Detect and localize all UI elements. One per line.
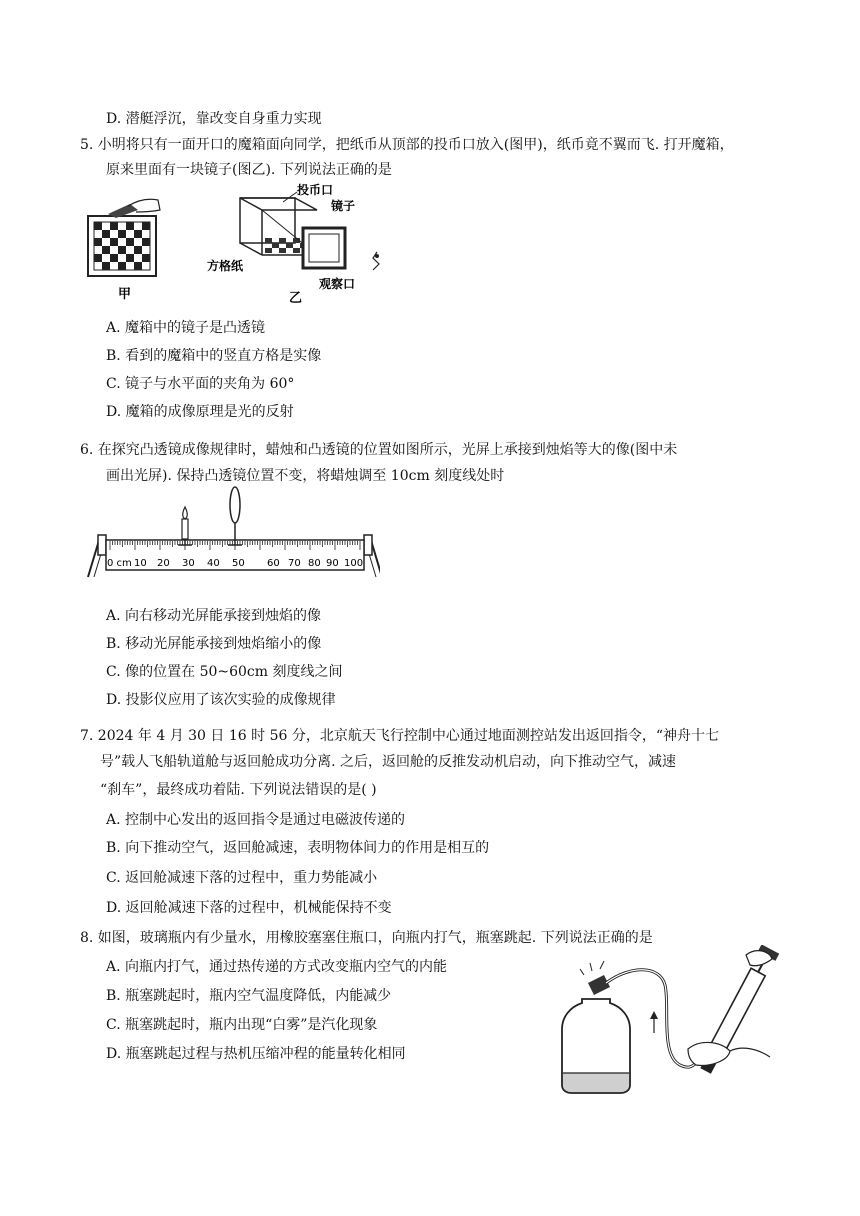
ruler-label-20: 20 [157, 558, 170, 569]
q5-option-a: A. 魔箱中的镜子是凸透镜 [106, 320, 266, 336]
optical-bench-figure [80, 485, 380, 585]
q5-option-b: B. 看到的魔箱中的竖直方格是实像 [106, 348, 322, 364]
ruler-label-60: 60 [267, 558, 280, 569]
q6-stem-line2: 画出光屏). 保持凸透镜位置不变，将蜡烛调至 10cm 刻度线处时 [106, 468, 505, 484]
q7-stem-line3: “刹车”，最终成功着陆. 下列说法错误的是( ) [100, 782, 377, 798]
label-jia: 甲 [118, 287, 132, 302]
q8-option-a: A. 向瓶内打气，通过热传递的方式改变瓶内空气的内能 [106, 959, 448, 975]
ruler-label-40: 40 [207, 558, 220, 569]
q6-option-c: C. 像的位置在 50~60cm 刻度线之间 [106, 664, 343, 680]
q6-stem-line1: 6. 在探究凸透镜成像规律时，蜡烛和凸透镜的位置如图所示，光屏上承接到烛焰等大的像(图中未 [80, 442, 678, 458]
q4-option-d: D. 潜艇浮沉，靠改变自身重力实现 [106, 111, 322, 127]
ruler-label-50: 50 [232, 558, 245, 569]
q5-stem-line1: 5. 小明将只有一面开口的魔箱面向同学，把纸币从顶部的投币口放入(图甲)，纸币竟不翼而飞. 打开魔箱， [80, 137, 734, 153]
ruler-label-30: 30 [182, 558, 195, 569]
q8-stem: 8. 如图，玻璃瓶内有少量水，用橡胶塞塞住瓶口，向瓶内打气，瓶塞跳起. 下列说法正确的是 [80, 930, 653, 946]
label-mirror: 镜子 [331, 199, 356, 213]
label-yi: 乙 [289, 291, 303, 305]
ruler-label-10: 10 [134, 558, 147, 569]
q8-option-d: D. 瓶塞跳起过程与热机压缩冲程的能量转化相同 [106, 1046, 406, 1062]
q5-option-d: D. 魔箱的成像原理是光的反射 [106, 404, 294, 420]
q5-option-c: C. 镜子与水平面的夹角为 60° [106, 376, 295, 392]
q6-option-b: B. 移动光屏能承接到烛焰缩小的像 [106, 636, 322, 652]
q7-option-b: B. 向下推动空气，返回舱减速，表明物体间力的作用是相互的 [106, 840, 490, 856]
ruler-label-70: 70 [288, 558, 301, 569]
ruler-label-80: 80 [308, 558, 321, 569]
q5-stem-line2: 原来里面有一块镜子(图乙). 下列说法正确的是 [106, 162, 392, 178]
q6-option-d: D. 投影仪应用了该次实验的成像规律 [106, 692, 336, 708]
q7-stem-line2: 号”载人飞船轨道舱与返回舱成功分离. 之后，返回舱的反推发动机启动，向下推动空气，减速 [100, 754, 677, 770]
ruler-label-0: 0 cm [107, 558, 132, 569]
bottle-pump-figure [560, 945, 780, 1095]
q7-option-c: C. 返回舱减速下落的过程中，重力势能减小 [106, 870, 378, 886]
label-grid-paper: 方格纸 [207, 259, 244, 273]
label-viewing-port: 观察口 [319, 277, 356, 291]
magic-box-figure-jia [80, 190, 190, 305]
q7-option-d: D. 返回舱减速下落的过程中，机械能保持不变 [106, 900, 392, 916]
ruler-label-100: 100 [344, 558, 364, 569]
label-coin-slot: 投币口 [297, 183, 334, 197]
q7-stem-line1: 7. 2024 年 4 月 30 日 16 时 56 分，北京航天飞行控制中心通过地面测控站发出返回指令，“神舟十七 [80, 728, 719, 744]
ruler-label-90: 90 [326, 558, 339, 569]
convex-lens [228, 487, 242, 545]
q8-option-b: B. 瓶塞跳起时，瓶内空气温度降低，内能减少 [106, 988, 392, 1004]
q8-option-c: C. 瓶塞跳起时，瓶内出现“白雾”是汽化现象 [106, 1017, 378, 1033]
q6-option-a: A. 向右移动光屏能承接到烛焰的像 [106, 608, 322, 624]
magic-box-figure-yi [205, 180, 405, 305]
q7-option-a: A. 控制中心发出的返回指令是通过电磁波传递的 [106, 812, 406, 828]
